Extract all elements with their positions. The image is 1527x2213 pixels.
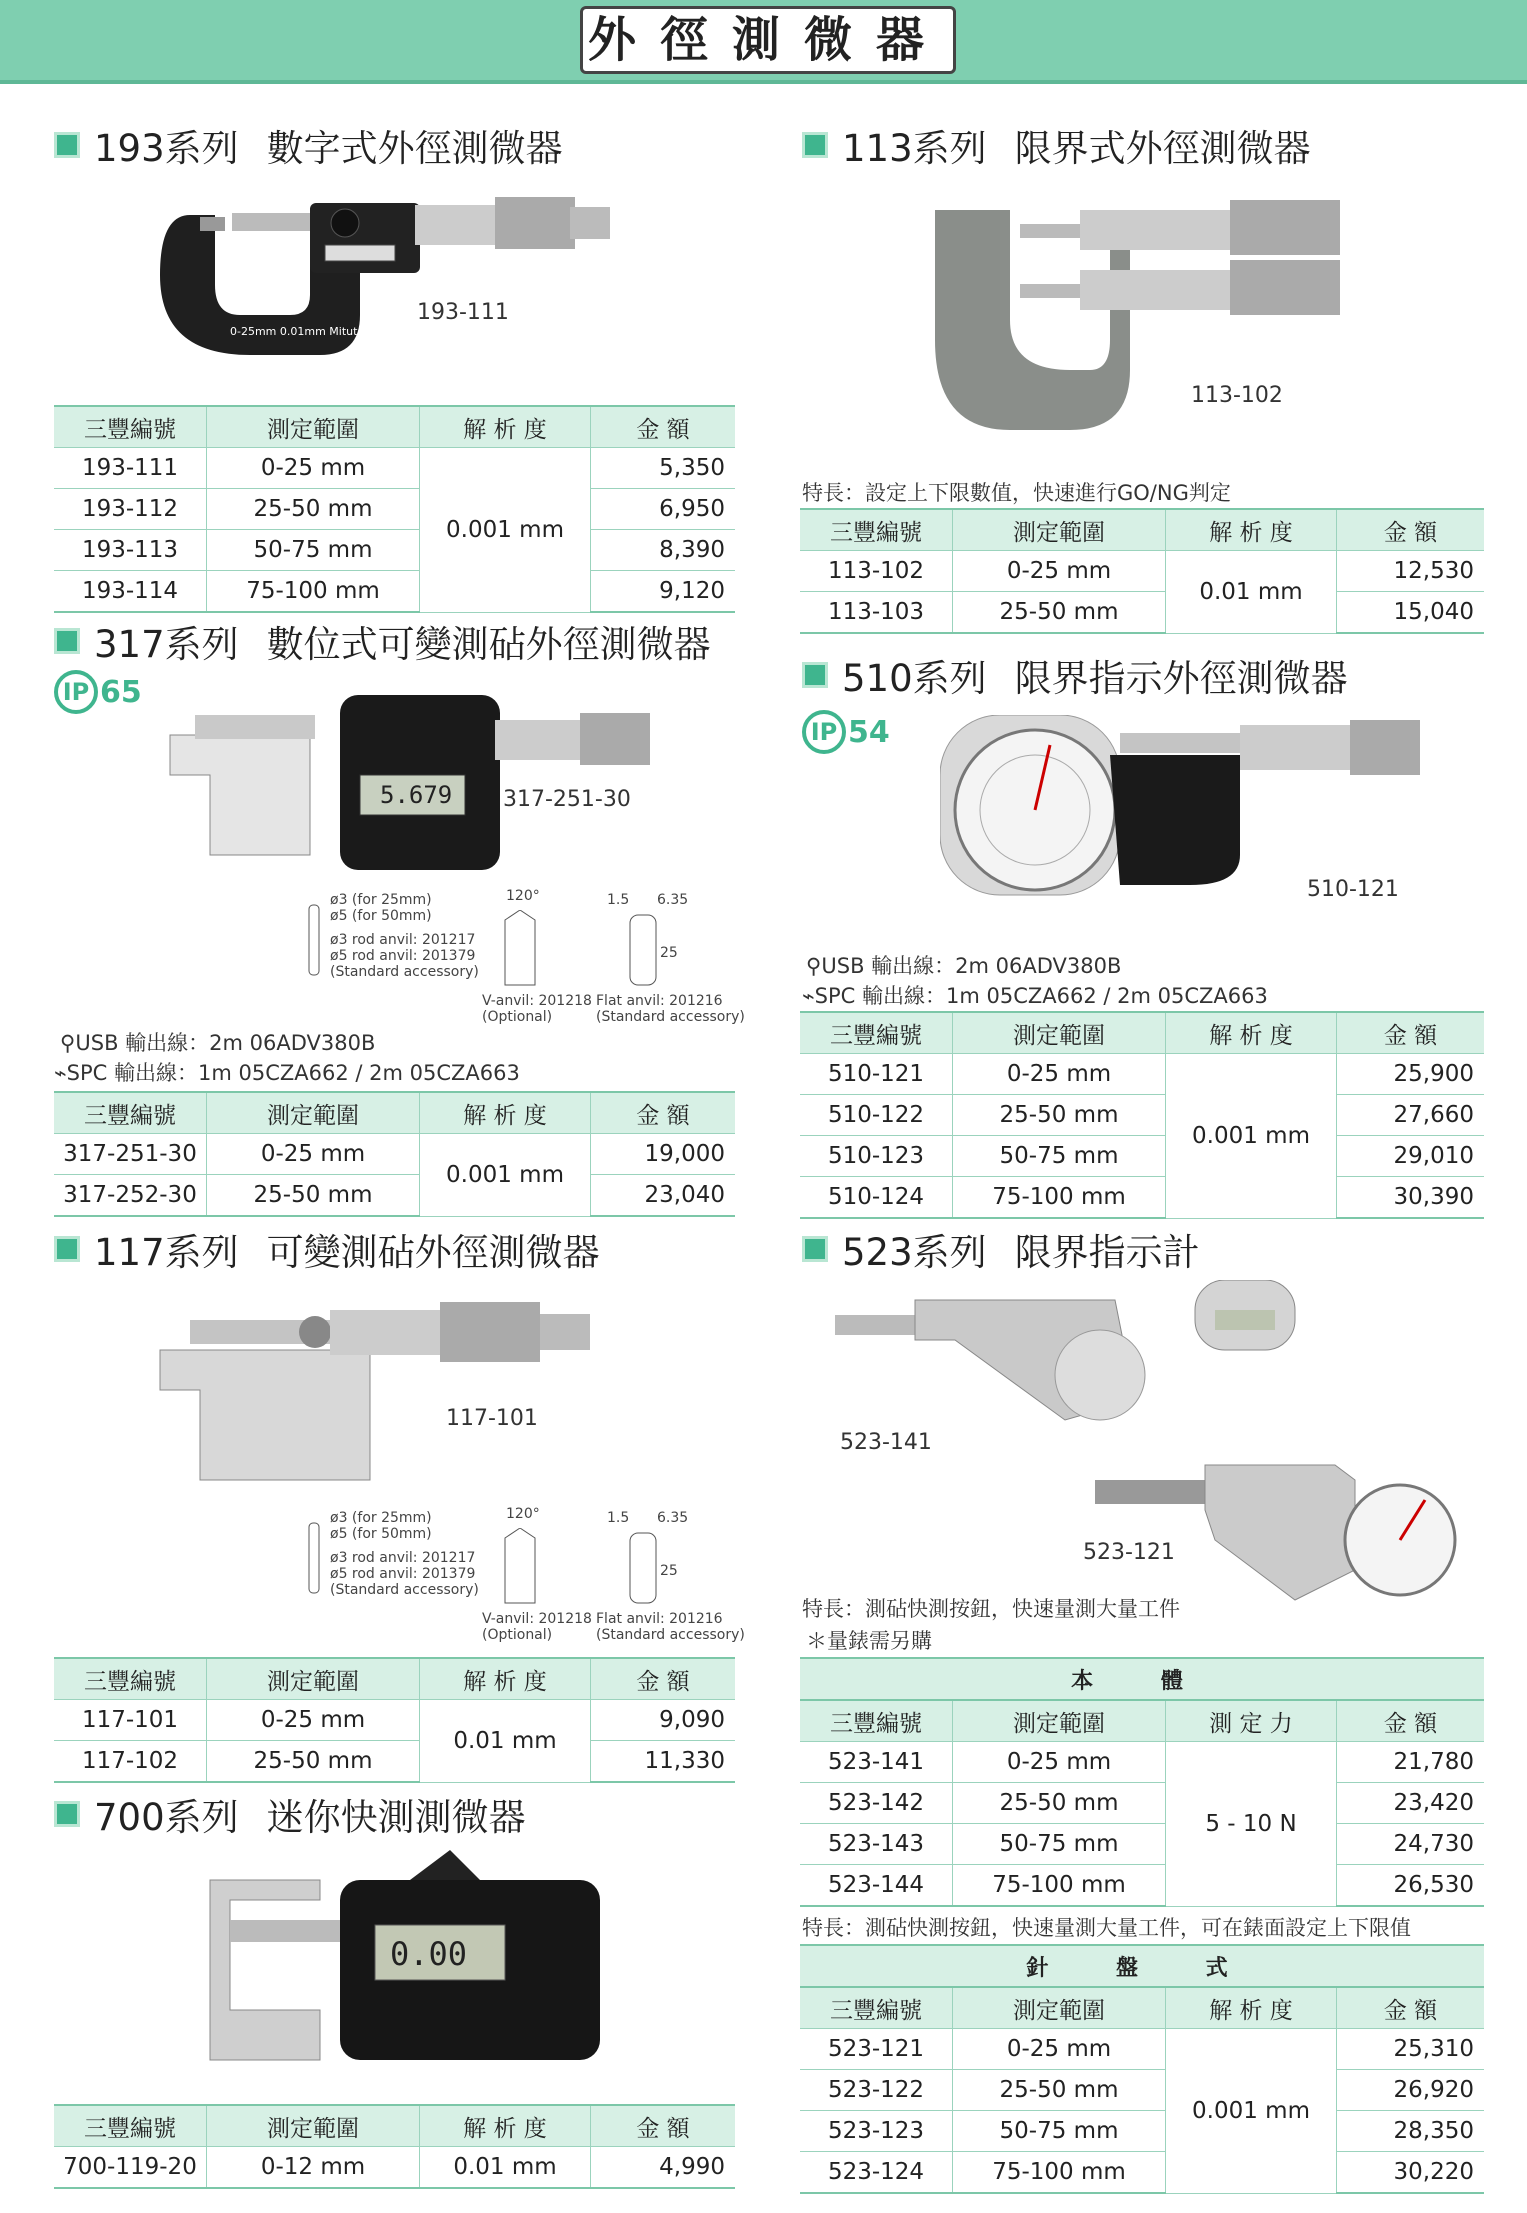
table-header-cell: 測定範圍 [953, 509, 1166, 551]
spec-table-700 [54, 2104, 735, 2189]
table-cell: 19,000 [591, 1134, 736, 1175]
table-row [54, 571, 735, 613]
ip-rating-badge-510: IP 54 [802, 710, 890, 754]
table-cell: 5 - 10 N [1166, 1742, 1337, 1907]
bullet-square-icon [802, 132, 828, 158]
model-label-113: 113-102 [1191, 383, 1283, 408]
table-header-cell: 測定範圍 [953, 1987, 1166, 2029]
table-header-cell: 金 額 [1337, 1012, 1485, 1054]
table-cell: 0.001 mm [1166, 2029, 1337, 2194]
snap-meter-523-141-image [835, 1280, 1335, 1430]
table-cell: 317-251-30 [54, 1134, 207, 1175]
table-cell: 25-50 mm [207, 1741, 420, 1783]
cable-icon: ⌁ [802, 984, 815, 1008]
v-anvil-note: V-anvil: 201218 (Optional) [482, 1611, 592, 1643]
table-header-cell: 測定範圍 [953, 1012, 1166, 1054]
spc-cable-note: ⌁SPC 輸出線：1m 05CZA662 / 2m 05CZA663 [802, 984, 1268, 1008]
table-cell: 113-102 [800, 551, 953, 592]
table-header-cell: 解 析 度 [420, 1092, 591, 1134]
table-cell: 21,780 [1337, 1742, 1485, 1783]
table-cell: 523-143 [800, 1824, 953, 1865]
section-title-510: 510系列 限界指示外徑測微器 [802, 648, 1348, 702]
table-cell: 75-100 mm [953, 1865, 1166, 1907]
section-title-117: 117系列 可變測砧外徑測微器 [54, 1222, 600, 1276]
table-cell: 510-124 [800, 1177, 953, 1219]
table-header-cell: 測定範圍 [207, 1658, 420, 1700]
cable-icon: ⌁ [54, 1061, 67, 1085]
table-cell: 75-100 mm [207, 571, 420, 613]
table-header-cell: 金 額 [591, 2105, 736, 2147]
micrometer-117-image [140, 1290, 640, 1490]
table-header-cell: 三豐編號 [800, 1012, 953, 1054]
table-header-cell: 解 析 度 [1166, 1987, 1337, 2029]
table-cell: 30,390 [1337, 1177, 1485, 1219]
table-cell: 0.001 mm [420, 1134, 591, 1217]
table-cell: 510-122 [800, 1095, 953, 1136]
table-header-cell: 測 定 力 [1166, 1700, 1337, 1742]
table-header-cell: 三豐編號 [54, 2105, 207, 2147]
table-row [800, 551, 1484, 592]
section-title-317: 317系列 數位式可變測砧外徑測微器 [54, 614, 711, 668]
section-title-193: 193系列 數字式外徑測微器 [54, 118, 563, 172]
table-header-cell: 金 額 [591, 406, 736, 448]
ip-rating-badge-317: IP 65 [54, 670, 142, 714]
spec-table-193 [54, 405, 735, 613]
usb-icon: ⚲ [806, 954, 822, 978]
table-row [54, 2147, 735, 2189]
table-cell: 0-25 mm [953, 1742, 1166, 1783]
model-label-317: 317-251-30 [503, 787, 631, 812]
rod-anvil-icon [305, 1518, 323, 1598]
table-row [800, 2111, 1484, 2152]
table-cell: 50-75 mm [953, 1136, 1166, 1177]
table-header-cell: 測定範圍 [207, 406, 420, 448]
table-cell: 25,310 [1337, 2029, 1485, 2070]
lcd-display: 5.679 [380, 781, 453, 809]
table-cell: 510-123 [800, 1136, 953, 1177]
bullet-square-icon [54, 1801, 80, 1827]
table-header-cell: 三豐編號 [800, 1987, 953, 2029]
table-cell: 23,420 [1337, 1783, 1485, 1824]
table-cell: 523-141 [800, 1742, 953, 1783]
rod-anvil-note: ø3 (for 25mm) ø5 (for 50mm) ø3 rod anvil: 201217 ø5 rod anvil: 201379 (Standard accessory) [330, 892, 479, 980]
table-caption: 針 盤 式 [800, 1945, 1484, 1987]
usb-cable-note: ⚲USB 輸出線：2m 06ADV380B [806, 954, 1122, 978]
table-cell: 9,120 [591, 571, 736, 613]
bullet-square-icon [802, 1236, 828, 1262]
v-anvil-icon [500, 910, 540, 990]
table-cell: 27,660 [1337, 1095, 1485, 1136]
table-cell: 0.001 mm [1166, 1054, 1337, 1219]
snap-meter-523-121-image [1095, 1460, 1485, 1605]
table-cell: 26,530 [1337, 1865, 1485, 1907]
feature-note-523-1b: ＊量錶需另購 [806, 1629, 932, 1653]
table-cell: 523-122 [800, 2070, 953, 2111]
table-cell: 0-25 mm [207, 1700, 420, 1741]
usb-icon: ⚲ [60, 1031, 76, 1055]
table-cell: 12,530 [1337, 551, 1485, 592]
table-cell: 11,330 [591, 1741, 736, 1783]
bullet-square-icon [802, 662, 828, 688]
table-cell: 523-142 [800, 1783, 953, 1824]
page-title: 外徑測微器 [580, 6, 956, 74]
table-header-cell: 三豐編號 [54, 1092, 207, 1134]
spec-table-113 [800, 508, 1484, 634]
table-cell: 28,350 [1337, 2111, 1485, 2152]
table-cell: 26,920 [1337, 2070, 1485, 2111]
table-cell: 25-50 mm [953, 1095, 1166, 1136]
table-cell: 29,010 [1337, 1136, 1485, 1177]
table-cell: 0-25 mm [207, 1134, 420, 1175]
table-cell: 23,040 [591, 1175, 736, 1217]
table-cell: 25,900 [1337, 1054, 1485, 1095]
section-title-113: 113系列 限界式外徑測微器 [802, 118, 1311, 172]
table-cell: 117-101 [54, 1700, 207, 1741]
spec-table-523-body [800, 1657, 1484, 1907]
table-cell: 24,730 [1337, 1824, 1485, 1865]
table-cell: 0.01 mm [420, 1700, 591, 1783]
feature-note-113: 特長：設定上下限數值，快速進行GO/NG判定 [802, 481, 1231, 505]
table-cell: 6,950 [591, 489, 736, 530]
micrometer-193-image [160, 185, 640, 365]
model-label-523-141: 523-141 [840, 1430, 932, 1455]
flat-anvil-icon [625, 1528, 665, 1608]
table-row [800, 1742, 1484, 1783]
table-header-cell: 金 額 [591, 1658, 736, 1700]
table-caption: 本 體 [800, 1658, 1484, 1700]
table-cell: 50-75 mm [953, 1824, 1166, 1865]
table-row [54, 1134, 735, 1175]
table-cell: 700-119-20 [54, 2147, 207, 2189]
table-header-cell: 解 析 度 [420, 1658, 591, 1700]
v-anvil-note: V-anvil: 201218 (Optional) [482, 993, 592, 1025]
table-cell: 193-112 [54, 489, 207, 530]
micrometer-700-image [200, 1850, 620, 2070]
table-cell: 75-100 mm [953, 1177, 1166, 1219]
table-row [800, 1136, 1484, 1177]
table-cell: 25-50 mm [953, 2070, 1166, 2111]
flat-anvil-note: Flat anvil: 201216 (Standard accessory) [596, 1611, 745, 1643]
table-header-cell: 測定範圍 [953, 1700, 1166, 1742]
bullet-square-icon [54, 628, 80, 654]
flat-anvil-note: Flat anvil: 201216 (Standard accessory) [596, 993, 745, 1025]
table-header-cell: 金 額 [591, 1092, 736, 1134]
table-row [800, 1054, 1484, 1095]
table-cell: 0.001 mm [420, 448, 591, 613]
rod-anvil-note: ø3 (for 25mm) ø5 (for 50mm) ø3 rod anvil: 201217 ø5 rod anvil: 201379 (Standard accessory) [330, 1510, 479, 1598]
table-cell: 510-121 [800, 1054, 953, 1095]
image-label: 0-25mm 0.01mm Mitutoyo [230, 325, 378, 338]
table-cell: 25-50 mm [207, 489, 420, 530]
table-cell: 0.01 mm [1166, 551, 1337, 634]
table-row [54, 530, 735, 571]
table-cell: 117-102 [54, 1741, 207, 1783]
table-cell: 8,390 [591, 530, 736, 571]
table-cell: 523-124 [800, 2152, 953, 2194]
feature-note-523-1: 特長：測砧快測按鈕，快速量測大量工件 [802, 1597, 1180, 1621]
table-header-cell: 三豐編號 [800, 1700, 953, 1742]
table-cell: 0-25 mm [953, 551, 1166, 592]
table-cell: 317-252-30 [54, 1175, 207, 1217]
bullet-square-icon [54, 132, 80, 158]
table-cell: 75-100 mm [953, 2152, 1166, 2194]
table-header-cell: 解 析 度 [420, 2105, 591, 2147]
table-header-cell: 測定範圍 [207, 2105, 420, 2147]
table-cell: 193-114 [54, 571, 207, 613]
table-cell: 523-144 [800, 1865, 953, 1907]
table-header-cell: 解 析 度 [420, 406, 591, 448]
table-cell: 30,220 [1337, 2152, 1485, 2194]
table-cell: 0-25 mm [207, 448, 420, 489]
feature-note-523-2: 特長：測砧快測按鈕，快速量測大量工件，可在錶面設定上下限值 [802, 1916, 1411, 1940]
table-cell: 0-25 mm [953, 2029, 1166, 2070]
table-row [800, 2029, 1484, 2070]
v-anvil-icon [500, 1528, 540, 1608]
table-cell: 0.01 mm [420, 2147, 591, 2189]
lcd-display: 0.00 [390, 1935, 468, 1973]
micrometer-113-image [930, 190, 1370, 435]
table-row [800, 1783, 1484, 1824]
table-cell: 193-113 [54, 530, 207, 571]
table-row [54, 1175, 735, 1217]
table-header-cell: 三豐編號 [54, 1658, 207, 1700]
table-row [54, 1741, 735, 1783]
table-cell: 113-103 [800, 592, 953, 634]
table-cell: 523-121 [800, 2029, 953, 2070]
table-header-cell: 解 析 度 [1166, 1012, 1337, 1054]
spec-table-523-dial [800, 1944, 1484, 2194]
table-row [800, 1824, 1484, 1865]
table-row [800, 1095, 1484, 1136]
header-banner [0, 0, 1527, 84]
table-cell: 25-50 mm [953, 1783, 1166, 1824]
spec-table-117 [54, 1657, 735, 1783]
spc-cable-note: ⌁SPC 輸出線：1m 05CZA662 / 2m 05CZA663 [54, 1061, 520, 1085]
model-label-510: 510-121 [1307, 877, 1399, 902]
table-cell: 25-50 mm [953, 592, 1166, 634]
table-cell: 50-75 mm [953, 2111, 1166, 2152]
table-cell: 25-50 mm [207, 1175, 420, 1217]
table-row [800, 1865, 1484, 1907]
rod-anvil-icon [305, 900, 323, 980]
model-label-523-121: 523-121 [1083, 1540, 1175, 1565]
table-row [800, 1177, 1484, 1219]
table-cell: 50-75 mm [207, 530, 420, 571]
usb-cable-note: ⚲USB 輸出線：2m 06ADV380B [60, 1031, 376, 1055]
table-cell: 0-25 mm [953, 1054, 1166, 1095]
spec-table-510 [800, 1011, 1484, 1219]
model-label-193: 193-111 [417, 300, 509, 325]
table-row [800, 2152, 1484, 2194]
table-row [800, 592, 1484, 634]
table-row [54, 448, 735, 489]
table-row [54, 1700, 735, 1741]
table-cell: 15,040 [1337, 592, 1485, 634]
table-header-cell: 金 額 [1337, 1987, 1485, 2029]
section-title-700: 700系列 迷你快測測微器 [54, 1787, 526, 1841]
table-cell: 193-111 [54, 448, 207, 489]
table-header-cell: 解 析 度 [1166, 509, 1337, 551]
table-cell: 0-12 mm [207, 2147, 420, 2189]
table-header-cell: 金 額 [1337, 509, 1485, 551]
bullet-square-icon [54, 1236, 80, 1262]
table-cell: 9,090 [591, 1700, 736, 1741]
micrometer-317-image [150, 695, 700, 875]
spec-table-317 [54, 1091, 735, 1217]
table-header-cell: 三豐編號 [54, 406, 207, 448]
model-label-117: 117-101 [446, 1406, 538, 1431]
section-title-523: 523系列 限界指示計 [802, 1222, 1200, 1276]
table-cell: 523-123 [800, 2111, 953, 2152]
table-row [800, 2070, 1484, 2111]
table-header-cell: 三豐編號 [800, 509, 953, 551]
table-header-cell: 金 額 [1337, 1700, 1485, 1742]
table-cell: 4,990 [591, 2147, 736, 2189]
table-row [54, 489, 735, 530]
flat-anvil-icon [625, 910, 665, 990]
table-header-cell: 測定範圍 [207, 1092, 420, 1134]
table-cell: 5,350 [591, 448, 736, 489]
